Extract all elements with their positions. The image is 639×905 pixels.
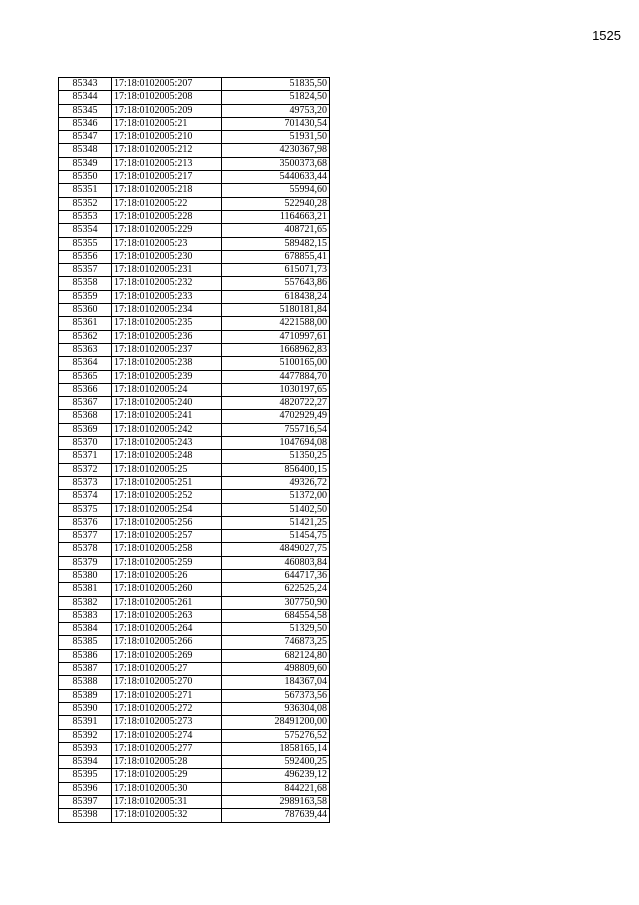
cadastral-number-cell: 17:18:0102005:235 [112, 317, 222, 330]
value-cell: 2989163,58 [222, 796, 330, 809]
value-cell: 592400,25 [222, 756, 330, 769]
cadastral-number-cell: 17:18:0102005:30 [112, 782, 222, 795]
row-number-cell: 85362 [59, 330, 112, 343]
table-row [59, 104, 330, 117]
row-number-cell: 85377 [59, 530, 112, 543]
row-number-cell: 85381 [59, 583, 112, 596]
cadastral-number-cell: 17:18:0102005:26 [112, 569, 222, 582]
row-number-cell: 85347 [59, 131, 112, 144]
table-row [59, 596, 330, 609]
table-row [59, 423, 330, 436]
cadastral-number-cell: 17:18:0102005:218 [112, 184, 222, 197]
table-row [59, 210, 330, 223]
cadastral-number-cell: 17:18:0102005:228 [112, 210, 222, 223]
row-number-cell: 85365 [59, 370, 112, 383]
row-number-cell: 85348 [59, 144, 112, 157]
cadastral-value-table [58, 77, 330, 823]
row-number-cell: 85344 [59, 91, 112, 104]
value-cell: 184367,04 [222, 676, 330, 689]
value-cell: 4820722,27 [222, 397, 330, 410]
value-cell: 51421,25 [222, 516, 330, 529]
row-number-cell: 85343 [59, 78, 112, 91]
cadastral-number-cell: 17:18:0102005:230 [112, 250, 222, 263]
table-row [59, 516, 330, 529]
table-row [59, 543, 330, 556]
row-number-cell: 85360 [59, 304, 112, 317]
value-cell: 51329,50 [222, 623, 330, 636]
row-number-cell: 85369 [59, 423, 112, 436]
value-cell: 682124,80 [222, 649, 330, 662]
row-number-cell: 85368 [59, 410, 112, 423]
cadastral-number-cell: 17:18:0102005:31 [112, 796, 222, 809]
cadastral-number-cell: 17:18:0102005:256 [112, 516, 222, 529]
table-row [59, 157, 330, 170]
cadastral-number-cell: 17:18:0102005:259 [112, 556, 222, 569]
table-row [59, 277, 330, 290]
cadastral-number-cell: 17:18:0102005:233 [112, 290, 222, 303]
row-number-cell: 85395 [59, 769, 112, 782]
row-number-cell: 85384 [59, 623, 112, 636]
cadastral-number-cell: 17:18:0102005:24 [112, 383, 222, 396]
cadastral-number-cell: 17:18:0102005:254 [112, 503, 222, 516]
table-row [59, 476, 330, 489]
value-cell: 1047694,08 [222, 437, 330, 450]
row-number-cell: 85386 [59, 649, 112, 662]
row-number-cell: 85374 [59, 490, 112, 503]
cadastral-number-cell: 17:18:0102005:32 [112, 809, 222, 822]
table-body [59, 78, 330, 823]
table-row [59, 131, 330, 144]
row-number-cell: 85350 [59, 171, 112, 184]
row-number-cell: 85380 [59, 569, 112, 582]
row-number-cell: 85346 [59, 117, 112, 130]
cadastral-number-cell: 17:18:0102005:271 [112, 689, 222, 702]
row-number-cell: 85356 [59, 250, 112, 263]
page-number: 1525 [592, 28, 621, 43]
row-number-cell: 85366 [59, 383, 112, 396]
cadastral-number-cell: 17:18:0102005:241 [112, 410, 222, 423]
table-row [59, 769, 330, 782]
table-row [59, 197, 330, 210]
row-number-cell: 85398 [59, 809, 112, 822]
row-number-cell: 85392 [59, 729, 112, 742]
value-cell: 51350,25 [222, 450, 330, 463]
row-number-cell: 85385 [59, 636, 112, 649]
cadastral-number-cell: 17:18:0102005:269 [112, 649, 222, 662]
table-row [59, 144, 330, 157]
cadastral-number-cell: 17:18:0102005:27 [112, 663, 222, 676]
cadastral-number-cell: 17:18:0102005:236 [112, 330, 222, 343]
table-row [59, 809, 330, 822]
value-cell: 4702929,49 [222, 410, 330, 423]
cadastral-number-cell: 17:18:0102005:207 [112, 78, 222, 91]
cadastral-number-cell: 17:18:0102005:266 [112, 636, 222, 649]
row-number-cell: 85345 [59, 104, 112, 117]
value-cell: 4230367,98 [222, 144, 330, 157]
value-cell: 618438,24 [222, 290, 330, 303]
cadastral-number-cell: 17:18:0102005:272 [112, 702, 222, 715]
table-row [59, 569, 330, 582]
value-cell: 51835,50 [222, 78, 330, 91]
value-cell: 1858165,14 [222, 742, 330, 755]
cadastral-number-cell: 17:18:0102005:229 [112, 224, 222, 237]
value-cell: 49753,20 [222, 104, 330, 117]
cadastral-number-cell: 17:18:0102005:22 [112, 197, 222, 210]
cadastral-number-cell: 17:18:0102005:273 [112, 716, 222, 729]
cadastral-number-cell: 17:18:0102005:239 [112, 370, 222, 383]
table-row [59, 91, 330, 104]
value-cell: 844221,68 [222, 782, 330, 795]
cadastral-number-cell: 17:18:0102005:23 [112, 237, 222, 250]
value-cell: 755716,54 [222, 423, 330, 436]
value-cell: 51372,00 [222, 490, 330, 503]
value-cell: 3500373,68 [222, 157, 330, 170]
table-row [59, 729, 330, 742]
table-row [59, 224, 330, 237]
value-cell: 55994,60 [222, 184, 330, 197]
cadastral-number-cell: 17:18:0102005:234 [112, 304, 222, 317]
value-cell: 49326,72 [222, 476, 330, 489]
row-number-cell: 85393 [59, 742, 112, 755]
value-cell: 644717,36 [222, 569, 330, 582]
table-row [59, 463, 330, 476]
value-cell: 557643,86 [222, 277, 330, 290]
value-cell: 684554,58 [222, 609, 330, 622]
table-row [59, 742, 330, 755]
row-number-cell: 85359 [59, 290, 112, 303]
value-cell: 701430,54 [222, 117, 330, 130]
table-row [59, 782, 330, 795]
table-row [59, 450, 330, 463]
value-cell: 51931,50 [222, 131, 330, 144]
cadastral-number-cell: 17:18:0102005:252 [112, 490, 222, 503]
table-row [59, 357, 330, 370]
row-number-cell: 85357 [59, 264, 112, 277]
value-cell: 307750,90 [222, 596, 330, 609]
table-row [59, 676, 330, 689]
table-row [59, 330, 330, 343]
table-row [59, 623, 330, 636]
cadastral-number-cell: 17:18:0102005:217 [112, 171, 222, 184]
value-cell: 4849027,75 [222, 543, 330, 556]
table-row [59, 343, 330, 356]
table-row [59, 397, 330, 410]
value-cell: 856400,15 [222, 463, 330, 476]
row-number-cell: 85358 [59, 277, 112, 290]
cadastral-number-cell: 17:18:0102005:277 [112, 742, 222, 755]
row-number-cell: 85397 [59, 796, 112, 809]
row-number-cell: 85351 [59, 184, 112, 197]
row-number-cell: 85352 [59, 197, 112, 210]
row-number-cell: 85367 [59, 397, 112, 410]
value-cell: 408721,65 [222, 224, 330, 237]
row-number-cell: 85378 [59, 543, 112, 556]
cadastral-number-cell: 17:18:0102005:231 [112, 264, 222, 277]
row-number-cell: 85383 [59, 609, 112, 622]
cadastral-number-cell: 17:18:0102005:240 [112, 397, 222, 410]
cadastral-number-cell: 17:18:0102005:251 [112, 476, 222, 489]
cadastral-number-cell: 17:18:0102005:21 [112, 117, 222, 130]
cadastral-number-cell: 17:18:0102005:260 [112, 583, 222, 596]
cadastral-number-cell: 17:18:0102005:210 [112, 131, 222, 144]
table-row [59, 250, 330, 263]
row-number-cell: 85370 [59, 437, 112, 450]
row-number-cell: 85388 [59, 676, 112, 689]
cadastral-number-cell: 17:18:0102005:209 [112, 104, 222, 117]
table-row [59, 756, 330, 769]
table-row [59, 689, 330, 702]
value-cell: 460803,84 [222, 556, 330, 569]
cadastral-number-cell: 17:18:0102005:29 [112, 769, 222, 782]
row-number-cell: 85364 [59, 357, 112, 370]
table-row [59, 663, 330, 676]
row-number-cell: 85394 [59, 756, 112, 769]
value-cell: 615071,73 [222, 264, 330, 277]
value-cell: 787639,44 [222, 809, 330, 822]
cadastral-number-cell: 17:18:0102005:28 [112, 756, 222, 769]
row-number-cell: 85376 [59, 516, 112, 529]
cadastral-number-cell: 17:18:0102005:274 [112, 729, 222, 742]
cadastral-number-cell: 17:18:0102005:232 [112, 277, 222, 290]
value-cell: 5440633,44 [222, 171, 330, 184]
value-cell: 1668962,83 [222, 343, 330, 356]
table-row [59, 649, 330, 662]
value-cell: 522940,28 [222, 197, 330, 210]
row-number-cell: 85361 [59, 317, 112, 330]
cadastral-number-cell: 17:18:0102005:213 [112, 157, 222, 170]
row-number-cell: 85372 [59, 463, 112, 476]
row-number-cell: 85391 [59, 716, 112, 729]
row-number-cell: 85382 [59, 596, 112, 609]
table-row [59, 370, 330, 383]
value-cell: 622525,24 [222, 583, 330, 596]
value-cell: 51454,75 [222, 530, 330, 543]
table-row [59, 796, 330, 809]
cadastral-number-cell: 17:18:0102005:242 [112, 423, 222, 436]
value-cell: 4477884,70 [222, 370, 330, 383]
cadastral-number-cell: 17:18:0102005:25 [112, 463, 222, 476]
value-cell: 4710997,61 [222, 330, 330, 343]
cadastral-number-cell: 17:18:0102005:237 [112, 343, 222, 356]
value-cell: 498809,60 [222, 663, 330, 676]
table-row [59, 383, 330, 396]
table-row [59, 437, 330, 450]
row-number-cell: 85371 [59, 450, 112, 463]
table-row [59, 264, 330, 277]
value-cell: 28491200,00 [222, 716, 330, 729]
table-row [59, 636, 330, 649]
row-number-cell: 85373 [59, 476, 112, 489]
row-number-cell: 85349 [59, 157, 112, 170]
row-number-cell: 85396 [59, 782, 112, 795]
row-number-cell: 85389 [59, 689, 112, 702]
table-row [59, 117, 330, 130]
row-number-cell: 85387 [59, 663, 112, 676]
table-row [59, 290, 330, 303]
value-cell: 1030197,65 [222, 383, 330, 396]
row-number-cell: 85375 [59, 503, 112, 516]
table-row [59, 171, 330, 184]
cadastral-number-cell: 17:18:0102005:257 [112, 530, 222, 543]
value-cell: 575276,52 [222, 729, 330, 742]
cadastral-number-cell: 17:18:0102005:270 [112, 676, 222, 689]
cadastral-number-cell: 17:18:0102005:238 [112, 357, 222, 370]
cadastral-number-cell: 17:18:0102005:258 [112, 543, 222, 556]
table-row [59, 490, 330, 503]
row-number-cell: 85379 [59, 556, 112, 569]
table-row [59, 702, 330, 715]
table-row [59, 530, 330, 543]
value-cell: 936304,08 [222, 702, 330, 715]
table-row [59, 237, 330, 250]
row-number-cell: 85353 [59, 210, 112, 223]
value-cell: 746873,25 [222, 636, 330, 649]
cadastral-number-cell: 17:18:0102005:208 [112, 91, 222, 104]
table-row [59, 410, 330, 423]
table-row [59, 304, 330, 317]
row-number-cell: 85354 [59, 224, 112, 237]
value-cell: 51824,50 [222, 91, 330, 104]
value-cell: 1164663,21 [222, 210, 330, 223]
table-row [59, 716, 330, 729]
row-number-cell: 85363 [59, 343, 112, 356]
value-cell: 496239,12 [222, 769, 330, 782]
table-row [59, 556, 330, 569]
cadastral-number-cell: 17:18:0102005:243 [112, 437, 222, 450]
cadastral-number-cell: 17:18:0102005:264 [112, 623, 222, 636]
table-row [59, 78, 330, 91]
row-number-cell: 85390 [59, 702, 112, 715]
value-cell: 589482,15 [222, 237, 330, 250]
value-cell: 5100165,00 [222, 357, 330, 370]
table-row [59, 317, 330, 330]
value-cell: 4221588,00 [222, 317, 330, 330]
value-cell: 5180181,84 [222, 304, 330, 317]
cadastral-number-cell: 17:18:0102005:263 [112, 609, 222, 622]
table-row [59, 503, 330, 516]
cadastral-number-cell: 17:18:0102005:248 [112, 450, 222, 463]
value-cell: 51402,50 [222, 503, 330, 516]
cadastral-number-cell: 17:18:0102005:212 [112, 144, 222, 157]
cadastral-number-cell: 17:18:0102005:261 [112, 596, 222, 609]
row-number-cell: 85355 [59, 237, 112, 250]
value-cell: 567373,56 [222, 689, 330, 702]
table-row [59, 583, 330, 596]
value-cell: 678855,41 [222, 250, 330, 263]
table-row [59, 184, 330, 197]
table-row [59, 609, 330, 622]
